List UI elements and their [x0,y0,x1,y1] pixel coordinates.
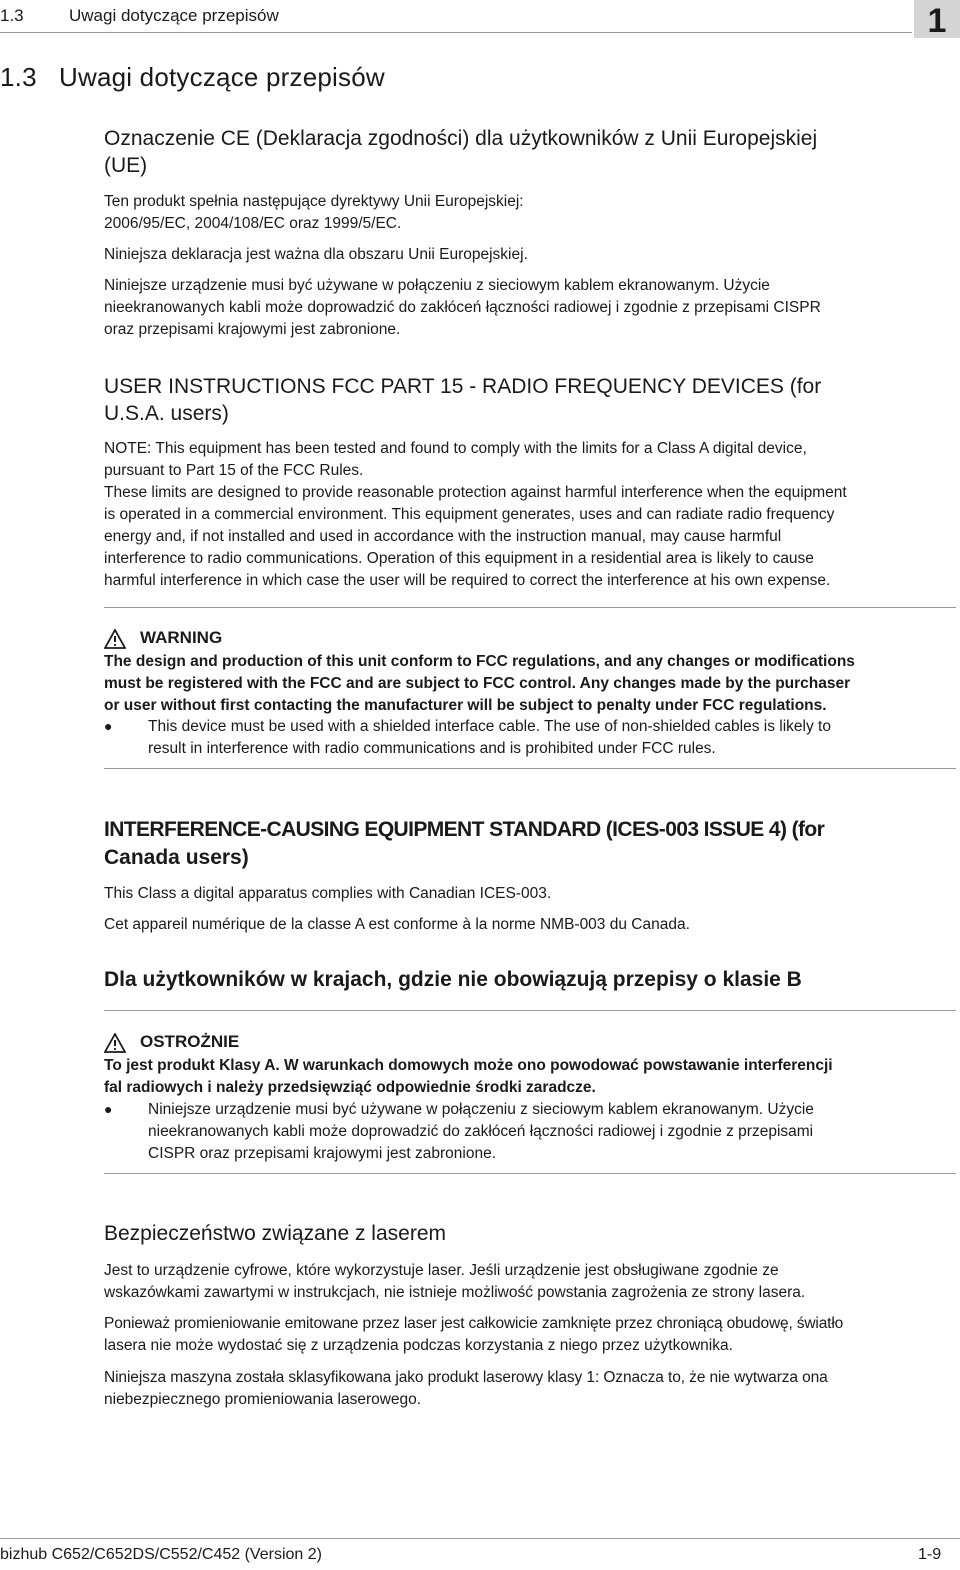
ce-paragraph-1-line1: Ten produkt spełnia następujące dyrektywy Unii Europejskiej: [104,193,524,210]
warning-triangle-icon [104,629,126,649]
caution-text-line1: To jest produkt Klasy A. W warunkach domowych może ono powodować powstawanie interferencji [104,1057,833,1074]
ce-heading-line1: Oznaczenie CE (Deklaracja zgodności) dla użytkowników z Unii Europejskiej [104,127,818,150]
ce-paragraph-3-line1: Niniejsze urządzenie musi być używane w połączeniu z sieciowym kablem ekranowanym. Użycie [104,277,770,294]
fcc-note-line1: NOTE: This equipment has been tested and found to comply with the limits for a Class A digital device, [104,440,807,457]
fcc-heading-line1: USER INSTRUCTIONS FCC PART 15 - RADIO FREQUENCY DEVICES (for [104,375,822,398]
laser-paragraph-1-line1: Jest to urządzenie cyfrowe, które wykorzystuje laser. Jeśli urządzenie jest obsługiwane zgodnie ze [104,1262,779,1279]
warning-triangle-icon [104,1033,126,1053]
ices-heading-line1: INTERFERENCE-CAUSING EQUIPMENT STANDARD (ICES-003 ISSUE 4) (for [104,818,825,841]
warning-label: WARNING [140,628,223,647]
ce-paragraph-1-line2: 2006/95/EC, 2004/108/EC oraz 1999/5/EC. [104,215,402,232]
laser-paragraph-2-line1: Ponieważ promieniowanie emitowane przez laser jest całkowicie zamknięte przez chroniącą obudowę, światło [104,1315,844,1332]
ce-paragraph-3-line2: nieekranowanych kabli może doprowadzić do zakłóceń łączności radiowej i zgodnie z przepisami CISPR [104,299,821,316]
fcc-limits-line3: energy and, if not installed and used in accordance with the instruction manual, may cause harmful [104,528,782,545]
laser-paragraph-2-line2: lasera nie może wydostać się z urządzenia podczas korzystania z niego przez użytkownika. [104,1337,733,1354]
ices-paragraph-2: Cet appareil numérique de la classe A est conforme à la norme NMB-003 du Canada. [104,916,690,933]
caution-text-line2: fal radiowych i należy przedsięwziąć odpowiednie środki zaradcze. [104,1079,596,1096]
header-divider [0,32,912,33]
warning-box-top-rule [104,607,956,608]
footer-product: bizhub C652/C652DS/C552/C452 (Version 2) [0,1546,322,1563]
caution-label-row [104,1032,404,1054]
ce-heading-line2: (UE) [104,154,148,177]
caution-bullet-dot: ● [104,1101,113,1117]
fcc-note-line2: pursuant to Part 15 of the FCC Rules. [104,462,364,479]
fcc-limits-line5: harmful interference in which case the user will be required to correct the interference at his own expense. [104,572,831,589]
header-section-title: Uwagi dotyczące przepisów [69,6,279,25]
section-heading: 1.3 Uwagi dotyczące przepisów [0,62,385,92]
warning-text-line2: must be registered with the FCC and are subject to FCC control. Any changes made by the purchaser [104,675,851,692]
caution-box-top-rule [104,1010,956,1011]
fcc-limits-line1: These limits are designed to provide reasonable protection against harmful interference when the equipment [104,484,847,501]
caution-bullet-line1: Niniejsze urządzenie musi być używane w połączeniu z sieciowym kablem ekranowanym. Użycie [148,1101,814,1118]
warning-bullet-dot: ● [104,718,113,734]
laser-paragraph-3-line2: niebezpiecznego promieniowania laserowego. [104,1391,422,1408]
footer-divider [0,1538,960,1539]
footer-page-number: 1-9 [918,1546,942,1563]
ices-heading-line2: Canada users) [104,846,249,869]
ce-paragraph-3-line3: oraz przepisami krajowymi jest zabronione. [104,321,401,338]
warning-text-line3: or user without first contacting the manufacturer will be subject to penalty under FCC regulations. [104,697,827,714]
caution-box-bottom-rule [104,1173,956,1174]
chapter-number: 1 [927,2,947,40]
fcc-limits-line2: is operated in a commercial environment. This equipment generates, uses and can radiate radio frequency [104,506,835,523]
warning-bullet-line1: This device must be used with a shielded interface cable. The use of non-shielded cables is likely to [148,718,831,735]
warning-box-bottom-rule [104,768,956,769]
caution-bullet-line2: nieekranowanych kabli może doprowadzić do zakłóceń łączności radiowej i zgodnie z przepisami [148,1123,814,1140]
laser-paragraph-3-line1: Niniejsza maszyna została sklasyfikowana jako produkt laserowy klasy 1: Oznacza to, że nie wytwarza ona [104,1369,828,1386]
ices-paragraph-1: This Class a digital apparatus complies with Canadian ICES-003. [104,885,552,902]
warning-bullet-line2: result in interference with radio communications and is prohibited under FCC rules. [148,740,716,757]
laser-paragraph-1-line2: wskazówkami zawartymi w instrukcjach, nie istnieje możliwość powstania zagrożenia ze strony lasera. [104,1284,806,1301]
fcc-heading-line2: U.S.A. users) [104,402,229,425]
caution-bullet-line3: CISPR oraz przepisami krajowymi jest zabronione. [148,1145,497,1162]
warning-text-line1: The design and production of this unit conform to FCC regulations, and any changes or modifications [104,653,855,670]
header-section-number: 1.3 [0,6,24,25]
classb-heading: Dla użytkowników w krajach, gdzie nie obowiązują przepisy o klasie B [104,968,802,991]
ce-paragraph-2: Niniejsza deklaracja jest ważna dla obszaru Unii Europejskiej. [104,246,528,263]
laser-heading: Bezpieczeństwo związane z laserem [104,1222,446,1245]
caution-label: OSTROŻNIE [140,1032,240,1051]
warning-label-row [104,628,404,650]
fcc-limits-line4: interference to radio communications. Operation of this equipment in a residential area is likely to cause [104,550,814,567]
